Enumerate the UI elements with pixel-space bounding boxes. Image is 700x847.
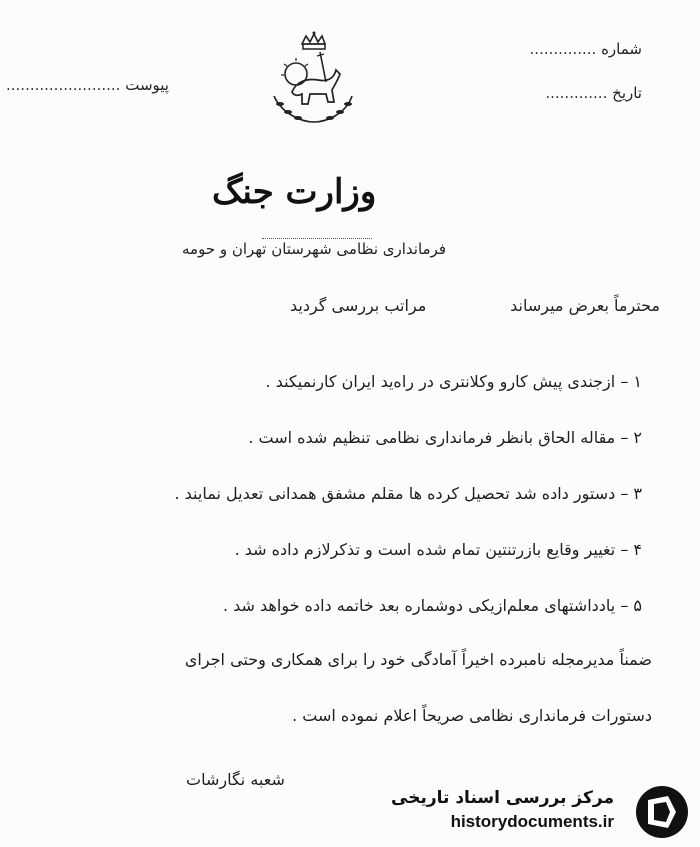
item-4: ۴ – تغییر وقایع بازرتنتین تمام شده است و تذکرلازم داده شد .	[234, 540, 642, 559]
watermark-title: مرکز بررسی اسناد تاریخی	[391, 788, 614, 808]
archive-logo-icon	[632, 784, 692, 840]
attachment-field	[6, 76, 169, 94]
title-divider	[262, 238, 372, 239]
lion-and-sun-emblem-icon	[262, 30, 362, 130]
closing-line-2: دستورات فرمانداری نظامی صریحاً اعلام نموده است .	[292, 706, 652, 725]
subheading: فرمانداری نظامی شهرستان تهران و حومه	[182, 240, 447, 258]
number-dots: ..............	[529, 40, 597, 58]
attachment-dots: ........................	[6, 76, 121, 94]
number-field	[530, 40, 642, 58]
number-label: شماره	[601, 40, 642, 58]
signature: شعبه نگارشات	[186, 770, 285, 789]
item-1: ۱ – ازجندی پیش کارو وکلانتری در راه‌ید ایران کارنمیکند .	[265, 372, 642, 391]
ministry-title: وزارت جنگ	[212, 172, 377, 212]
date-dots: .............	[545, 84, 608, 102]
attachment-label: پیوست	[125, 76, 169, 94]
date-field	[545, 84, 642, 102]
watermark	[391, 782, 694, 842]
watermark-url: historydocuments.ir	[450, 812, 614, 831]
date-label: تاریخ	[612, 84, 642, 102]
closing-line-1: ضمناً مدیرمجله نامبرده اخیراً آمادگی خود را برای همکاری وحتی اجرای	[184, 650, 652, 669]
item-2: ۲ – مقاله الحاق بانظر فرمانداری نظامی تنظیم شده است .	[248, 428, 642, 447]
salutation-left: محترماً بعرض میرساند	[510, 296, 660, 315]
item-5: ۵ – یادداشتهای معلم‌ازیکی دوشماره بعد خاتمه داده خواهد شد .	[222, 596, 642, 615]
item-3: ۳ – دستور داده شد تحصیل کرده ها مقلم مشفق همدانی تعدیل نمایند .	[174, 484, 642, 503]
salutation-right: مراتب بررسی گردید	[290, 296, 427, 315]
